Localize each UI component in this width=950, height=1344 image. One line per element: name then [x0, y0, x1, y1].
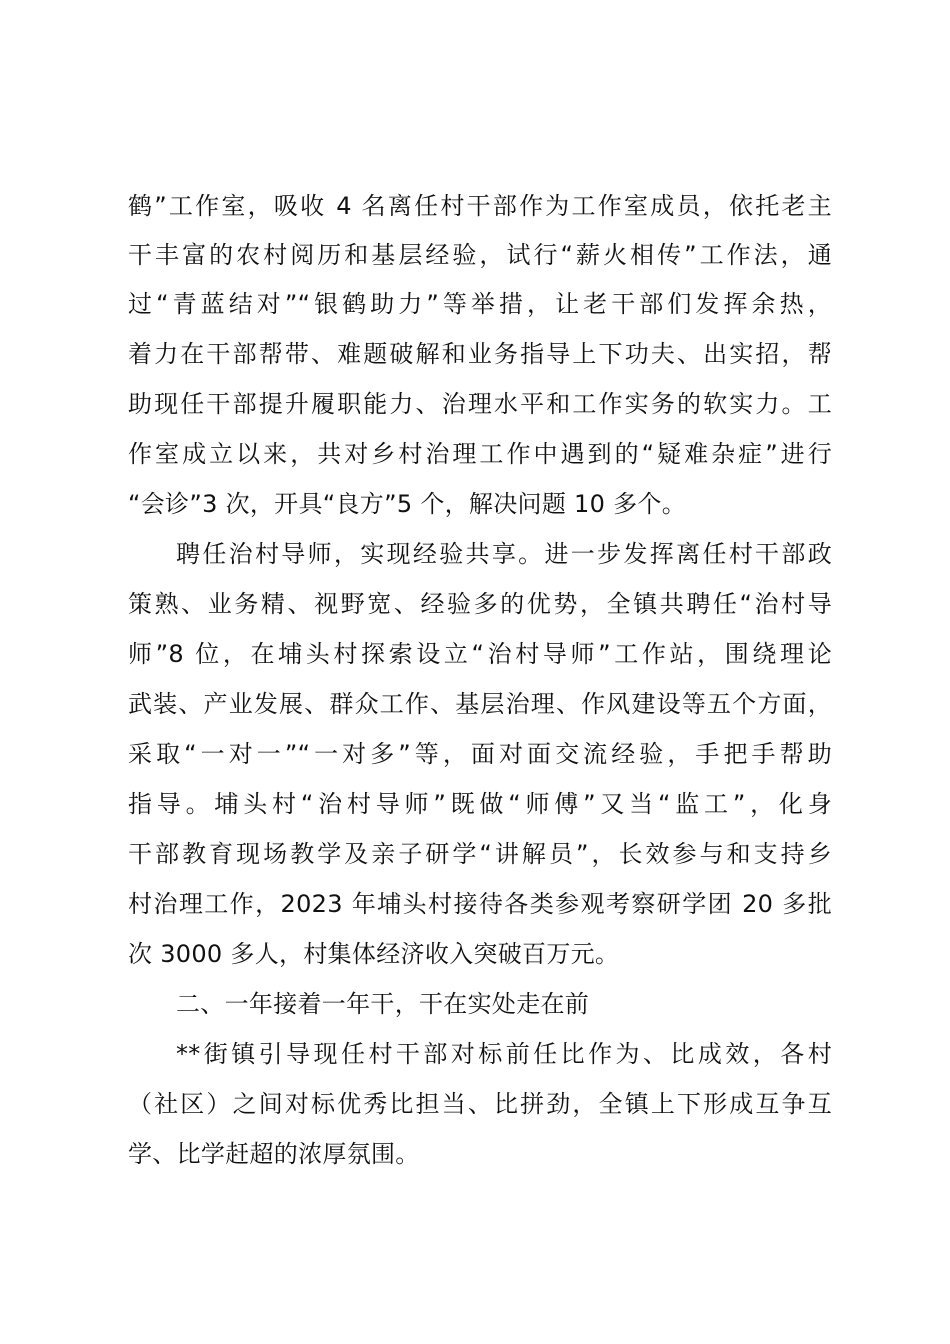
paragraph-line: 师”8 位，在埔头村探索设立“治村导师”工作站，围绕理论	[128, 640, 832, 668]
paragraph-line: 过“青蓝结对”“银鹤助力”等举措，让老干部们发挥余热，	[128, 290, 832, 318]
paragraph-line: 助现任干部提升履职能力、治理水平和工作实务的软实力。工	[128, 390, 832, 418]
paragraph-line: 干丰富的农村阅历和基层经验，试行“薪火相传”工作法，通	[128, 241, 832, 269]
paragraph-line: **街镇引导现任村干部对标前任比作为、比成效，各村	[176, 1040, 832, 1068]
paragraph-line: 着力在干部帮带、难题破解和业务指导上下功夫、出实招，帮	[128, 340, 832, 368]
paragraph-line: 武装、产业发展、群众工作、基层治理、作风建设等五个方面，	[128, 690, 832, 718]
paragraph-line: 学、比学赶超的浓厚氛围。	[128, 1140, 420, 1168]
paragraph-line: 指导。埔头村“治村导师”既做“师傅”又当“监工”，化身	[128, 790, 832, 818]
paragraph-line: “会诊”3 次，开具“良方”5 个，解决问题 10 多个。	[128, 490, 687, 518]
paragraph-line: 干部教育现场教学及亲子研学“讲解员”，长效参与和支持乡	[128, 840, 832, 868]
paragraph-line: （社区）之间对标优秀比担当、比拼劲，全镇上下形成互争互	[128, 1090, 832, 1118]
section-heading: 二、一年接着一年干，干在实处走在前	[176, 990, 590, 1018]
paragraph-line: 鹤”工作室，吸收 4 名离任村干部作为工作室成员，依托老主	[128, 192, 832, 220]
paragraph-line: 聘任治村导师，实现经验共享。进一步发挥离任村干部政	[176, 540, 832, 568]
paragraph-line: 策熟、业务精、视野宽、经验多的优势，全镇共聘任“治村导	[128, 590, 832, 618]
paragraph-line: 村治理工作，2023 年埔头村接待各类参观考察研学团 20 多批	[128, 890, 832, 918]
paragraph-line: 采取“一对一”“一对多”等，面对面交流经验，手把手帮助	[128, 740, 832, 768]
paragraph-line: 次 3000 多人，村集体经济收入突破百万元。	[128, 940, 620, 968]
paragraph-line: 作室成立以来，共对乡村治理工作中遇到的“疑难杂症”进行	[128, 440, 832, 468]
